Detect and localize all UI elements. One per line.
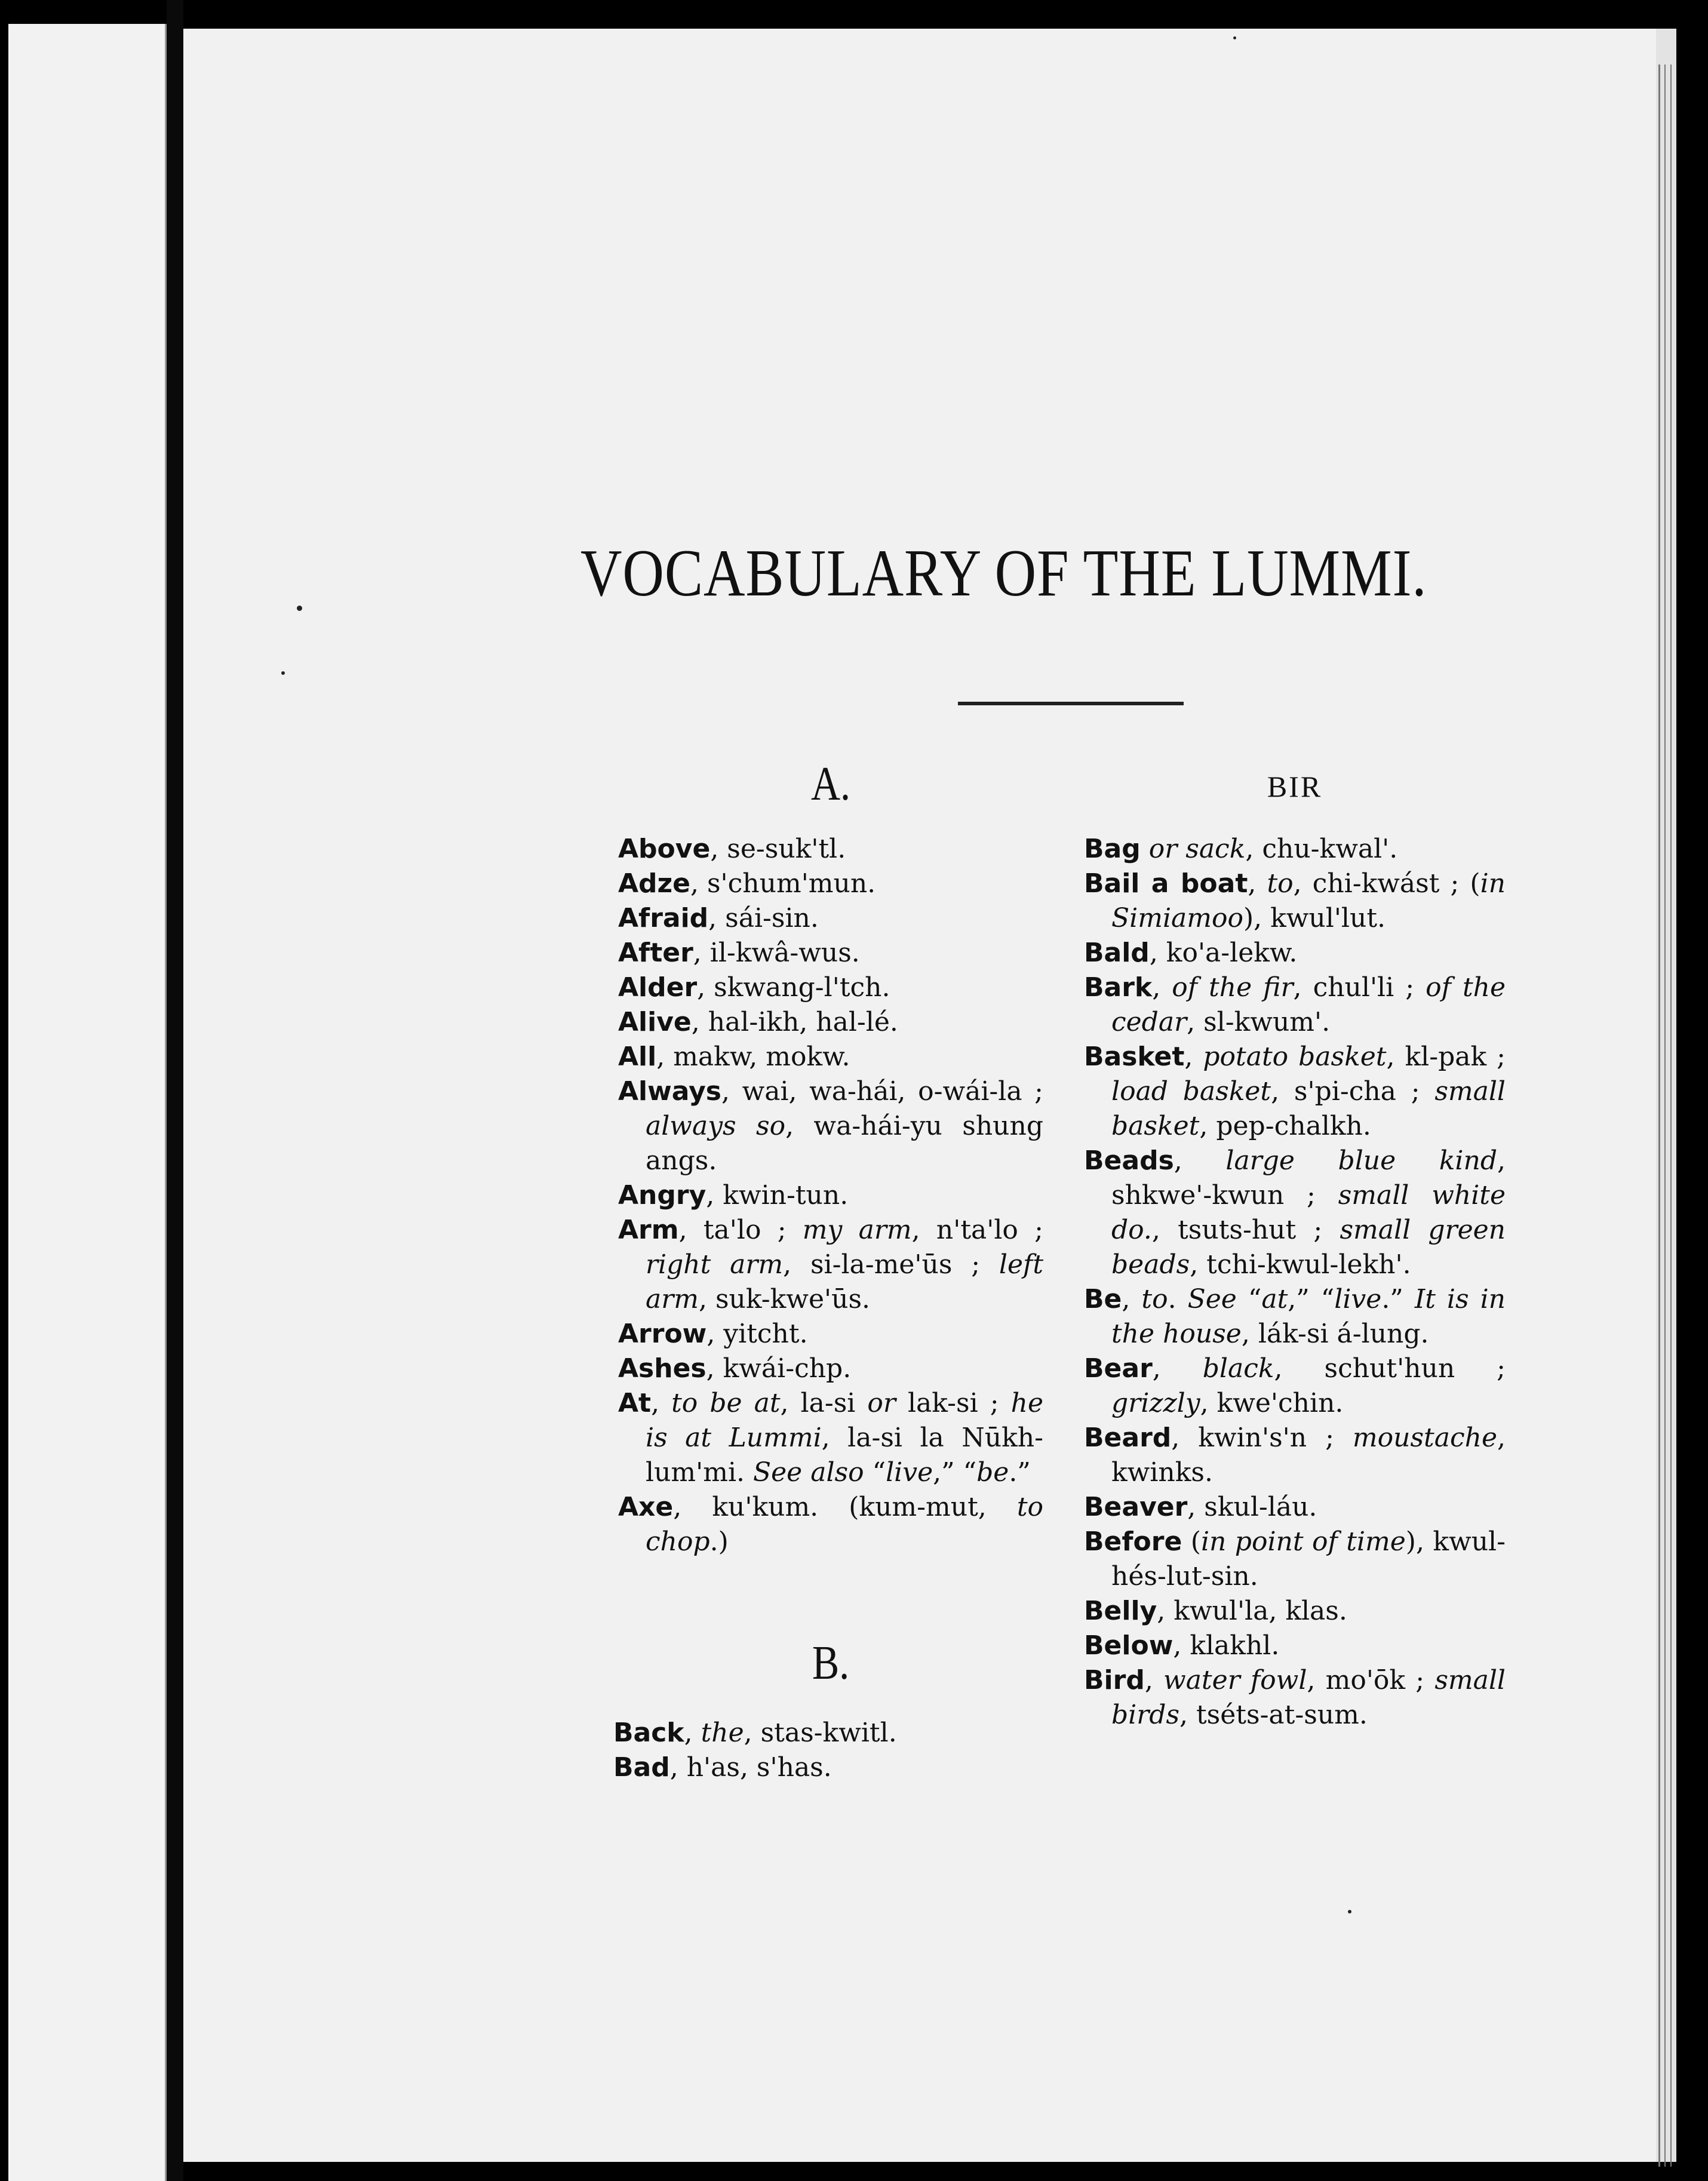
entry-text: , wai, wa-hái, o-wái-la ; [721, 1076, 1043, 1107]
entry-text: lak-si ; [895, 1388, 1011, 1418]
entry-text: , n'ta'lo ; [911, 1215, 1043, 1245]
entries-b-continued [1084, 832, 1506, 1732]
italic-gloss: in point of time [1200, 1526, 1406, 1557]
page-edge [1656, 29, 1676, 2162]
facing-page [8, 24, 167, 2181]
entry-text: , yitcht. [706, 1319, 808, 1349]
headword: All [618, 1042, 657, 1072]
entry-text: , [1144, 1665, 1164, 1695]
entry-text: , hal-ikh, hal-lé. [691, 1007, 898, 1037]
entry-text: , makw, mokw. [656, 1042, 850, 1072]
entry-text: , skwang-l'tch. [697, 972, 890, 1003]
headword: Belly [1084, 1596, 1157, 1626]
edge-line [1658, 64, 1660, 2167]
dictionary-entry [618, 1074, 1043, 1178]
italic-gloss: he is at Lummi [646, 1388, 1043, 1453]
dictionary-entry [618, 901, 1043, 936]
entry-text: , pep-chalkh. [1199, 1111, 1371, 1141]
ink-speck [297, 606, 302, 611]
entry-text: ), kwul'lut. [1243, 903, 1386, 933]
italic-gloss: in Simiamoo [1111, 868, 1506, 933]
entry-text: , mo'ōk ; [1307, 1665, 1435, 1695]
italic-gloss: to [1141, 1284, 1168, 1314]
italic-gloss: my arm [802, 1215, 912, 1245]
italic-gloss: See also [753, 1457, 864, 1488]
italic-gloss: right arm [646, 1249, 784, 1280]
dictionary-entry [618, 1386, 1043, 1490]
dictionary-entry [1084, 936, 1506, 970]
dictionary-entry [618, 1040, 1043, 1074]
italic-gloss: live [1334, 1284, 1382, 1314]
entry-text: , se-suk'tl. [710, 834, 846, 864]
dictionary-entry [618, 936, 1043, 970]
dictionary-entry [613, 1750, 1039, 1785]
entry-text: , [1248, 868, 1267, 899]
dictionary-entry [1084, 1594, 1506, 1629]
entry-text: , la-si la Nūkh-lum'mi. [646, 1423, 1043, 1488]
italic-gloss: It is in the house [1111, 1284, 1506, 1349]
headword: Above [618, 834, 711, 864]
headword: Angry [618, 1180, 706, 1211]
headword: Before [1084, 1526, 1182, 1557]
entry-text: , klakhl. [1173, 1630, 1280, 1661]
dictionary-entry [618, 1490, 1043, 1559]
dictionary-entry [1084, 1421, 1506, 1490]
entry-text: . [1168, 1284, 1188, 1314]
italic-gloss: small birds [1111, 1665, 1506, 1730]
italic-gloss: the [701, 1718, 744, 1748]
entry-text: , h'as, s'has. [669, 1752, 832, 1783]
headword: Alder [618, 972, 698, 1003]
italic-gloss: always so [646, 1111, 786, 1141]
italic-gloss: See [1187, 1284, 1237, 1314]
book-gutter [167, 0, 183, 2181]
entry-text: , kl-pak ; [1386, 1042, 1506, 1072]
entry-text: , kwul'la, klas. [1157, 1596, 1347, 1626]
entry-text: “ [1236, 1284, 1262, 1314]
entry-text: , schut'hun ; [1274, 1353, 1506, 1384]
italic-gloss: to chop [646, 1492, 1043, 1557]
dictionary-entry [618, 1213, 1043, 1317]
dictionary-entry [618, 1317, 1043, 1351]
dictionary-entry [1084, 1351, 1506, 1421]
dictionary-entry [1084, 1525, 1506, 1594]
headword: Ashes [618, 1353, 706, 1384]
entry-text: , skul-láu. [1187, 1492, 1317, 1522]
entry-text: , tsuts-hut ; [1151, 1215, 1340, 1245]
headword: Bear [1084, 1353, 1153, 1384]
headword: Adze [618, 868, 690, 899]
entry-text: , la-si [780, 1388, 868, 1418]
dictionary-entry [1084, 1282, 1506, 1351]
dictionary-entry [618, 1351, 1043, 1386]
headword: At [618, 1388, 652, 1418]
italic-gloss: grizzly [1111, 1388, 1200, 1418]
entry-text: , chul'li ; [1293, 972, 1426, 1003]
italic-gloss: black [1202, 1353, 1274, 1384]
headword: Bird [1084, 1665, 1145, 1695]
dictionary-entry [1084, 832, 1506, 867]
dictionary-entry [1084, 970, 1506, 1040]
headword: Beaver [1084, 1492, 1188, 1522]
ink-speck [1233, 36, 1236, 39]
entry-text: , s'pi-cha ; [1271, 1076, 1435, 1107]
entry-text: , kwinks. [1111, 1423, 1506, 1488]
entry-text: , ta'lo ; [678, 1215, 803, 1245]
italic-gloss: left arm [646, 1249, 1043, 1314]
running-head: BIR [1267, 770, 1323, 803]
italic-gloss: large blue kind [1225, 1145, 1497, 1176]
entry-text: , [1152, 1353, 1203, 1384]
entry-text: , [1152, 972, 1172, 1003]
entry-text: .) [709, 1526, 729, 1557]
entries-a [618, 832, 1043, 1559]
headword: Below [1084, 1630, 1174, 1661]
italic-gloss: of the cedar [1111, 972, 1506, 1037]
headword: Bald [1084, 938, 1150, 968]
entry-text: , [684, 1718, 701, 1748]
edge-line [1664, 64, 1666, 2167]
entry-text: , s'chum'mun. [690, 868, 876, 899]
italic-gloss: small green beads [1111, 1215, 1506, 1280]
entry-text: , [651, 1388, 672, 1418]
entry-text: , wa-hái-yu shung angs. [646, 1111, 1044, 1176]
headword: Bail a boat [1084, 868, 1248, 899]
italic-gloss: small white do. [1111, 1180, 1506, 1245]
entry-text: , stas-kwitl. [744, 1718, 897, 1748]
headword: Be [1084, 1284, 1122, 1314]
entry-text: , sái-sin. [708, 903, 819, 933]
headword: Bark [1084, 972, 1153, 1003]
entry-text: , [1184, 1042, 1203, 1072]
entry-text: , kwái-chp. [706, 1353, 852, 1384]
dictionary-entry [618, 1005, 1043, 1040]
dictionary-entry [1084, 1629, 1506, 1663]
italic-gloss: moustache [1352, 1423, 1497, 1453]
italic-gloss: of the fir [1172, 972, 1294, 1003]
entry-text: ( [1182, 1526, 1201, 1557]
headword: Basket [1084, 1042, 1185, 1072]
dictionary-entry [1084, 867, 1506, 936]
book-page [183, 29, 1656, 2162]
section-letter-a: A. [810, 758, 851, 810]
entry-text [1141, 834, 1149, 864]
entry-text: , shkwe'-kwun ; [1111, 1145, 1506, 1211]
italic-gloss: load basket [1111, 1076, 1271, 1107]
italic-gloss: or sack [1148, 834, 1246, 864]
italic-gloss: live [886, 1457, 933, 1488]
italic-gloss: small basket [1111, 1076, 1506, 1141]
entry-text: , sl-kwum'. [1187, 1007, 1331, 1037]
dictionary-entry [1084, 1663, 1506, 1732]
headword: Bag [1084, 834, 1141, 864]
entry-text: , ku'kum. (kum-mut, [673, 1492, 1017, 1522]
entry-text: “ [864, 1457, 886, 1488]
entry-text: , si-la-me'ūs ; [783, 1249, 999, 1280]
headword: Beard [1084, 1423, 1172, 1453]
italic-gloss: water fowl [1163, 1665, 1307, 1695]
entry-text: , chu-kwal'. [1245, 834, 1398, 864]
headword: Axe [618, 1492, 674, 1522]
entry-text: , il-kwâ-wus. [693, 938, 860, 968]
entry-text: , ko'a-lekw. [1149, 938, 1298, 968]
headword: Bad [613, 1752, 670, 1783]
entry-text: , [1122, 1284, 1142, 1314]
page-title: VOCABULARY OF THE LUMMI. [580, 536, 1427, 610]
entry-text: .” [1381, 1284, 1415, 1314]
italic-gloss: or [867, 1388, 896, 1418]
headword: Afraid [618, 903, 709, 933]
entries-b [613, 1716, 1039, 1785]
entry-text: , tséts-at-sum. [1179, 1700, 1368, 1730]
dictionary-entry [613, 1716, 1039, 1750]
entry-text: , kwe'chin. [1200, 1388, 1344, 1418]
entry-text: , tchi-kwul-lekh'. [1190, 1249, 1411, 1280]
dictionary-entry [1084, 1144, 1506, 1282]
italic-gloss: to be at [671, 1388, 781, 1418]
dictionary-entry [1084, 1490, 1506, 1525]
italic-gloss: at [1261, 1284, 1288, 1314]
ink-speck [1348, 1910, 1351, 1913]
headword: Alive [618, 1007, 692, 1037]
dictionary-entry [1084, 1040, 1506, 1144]
italic-gloss: be [976, 1457, 1009, 1488]
headword: Always [618, 1076, 721, 1107]
headword: After [618, 938, 693, 968]
edge-line [1670, 64, 1672, 2167]
entry-text: , lák-si á-lung. [1241, 1319, 1429, 1349]
entry-text: ,” “ [933, 1457, 977, 1488]
headword: Arrow [618, 1319, 707, 1349]
dictionary-entry [618, 1178, 1043, 1213]
dictionary-entry [618, 970, 1043, 1005]
entry-text: ,” “ [1288, 1284, 1335, 1314]
headword: Beads [1084, 1145, 1174, 1176]
entry-text: .” [1009, 1457, 1031, 1488]
entry-text: , kwin's'n ; [1171, 1423, 1353, 1453]
headword: Arm [618, 1215, 679, 1245]
entry-text: , suk-kwe'ūs. [699, 1284, 871, 1314]
headword: Back [613, 1718, 684, 1748]
italic-gloss: to [1267, 868, 1294, 899]
italic-gloss: potato basket [1203, 1042, 1387, 1072]
entry-text: , chi-kwást ; ( [1293, 868, 1480, 899]
entry-text: , [1174, 1145, 1226, 1176]
entry-text: ), kwul-hés-lut-sin. [1111, 1526, 1506, 1592]
ink-speck [281, 671, 285, 675]
dictionary-entry [618, 832, 1043, 867]
entry-text: , kwin-tun. [706, 1180, 849, 1211]
title-rule [958, 702, 1184, 705]
section-letter-b: B. [812, 1637, 850, 1689]
dictionary-entry [618, 867, 1043, 901]
